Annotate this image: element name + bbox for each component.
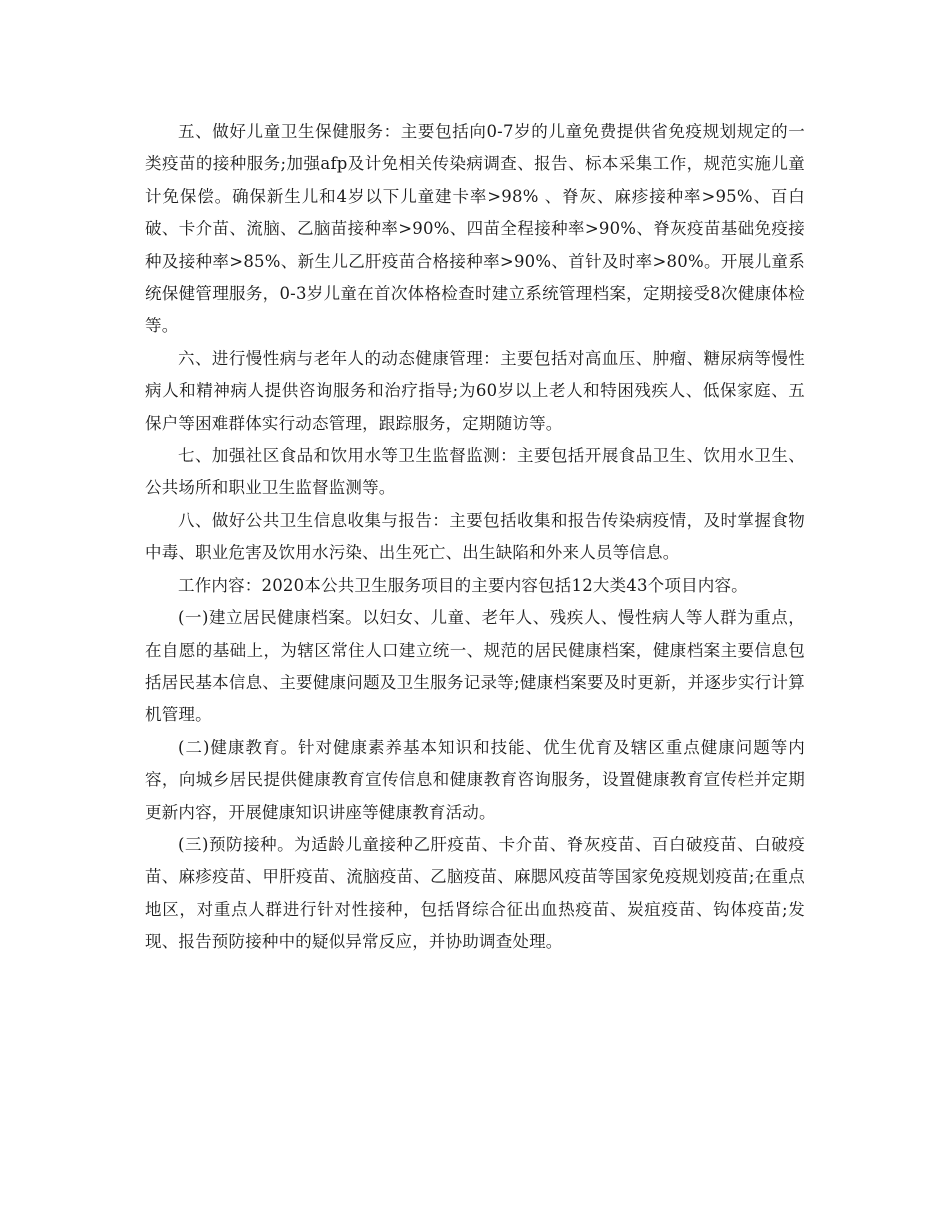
document-body: [145, 116, 805, 959]
paragraph-food-water-supervision: 七、加强社区食品和饮用水等卫生监督监测：主要包括开展食品卫生、饮用水卫生、公共场所和职业卫生监督监测等。: [145, 446, 805, 498]
paragraph-chronic-disease-management: 六、进行慢性病与老年人的动态健康管理：主要包括对高血压、肿瘤、糖尿病等慢性病人和精神病人提供咨询服务和治疗指导;为60岁以上老人和特困残疾人、低保家庭、五保户等困难群体实行动态管理，跟踪服务，定期随访等。: [145, 348, 805, 433]
paragraph-public-health-information: 八、做好公共卫生信息收集与报告：主要包括收集和报告传染病疫情，及时掌握食物中毒、职业危害及饮用水污染、出生死亡、出生缺陷和外来人员等信息。: [145, 510, 805, 563]
paragraph-child-health-services: 五、做好儿童卫生保健服务：主要包括向0-7岁的儿童免费提供省免疫规划规定的一类疫苗的接种服务;加强afp及计免相关传染病调查、报告、标本采集工作，规范实施儿童计免保偿。确保新生儿和4岁以下儿童建卡率>98% 、脊灰、麻疹接种率>95%、百白破、卡介苗、流脑、乙脑苗接种率>90%、四苗全程接种率>90%、脊灰疫苗基础免疫接种及接种率>85%、新生儿乙肝疫苗合格接种率>90%、首针及时率>80%。开展儿童系统保健管理服务，0-3岁儿童在首次体格检查时建立系统管理档案，定期接受8次健康体检等。: [145, 122, 805, 336]
paragraph-vaccination: (三)预防接种。为适龄儿童接种乙肝疫苗、卡介苗、脊灰疫苗、百白破疫苗、白破疫苗、麻疹疫苗、甲肝疫苗、流脑疫苗、乙脑疫苗、麻腮风疫苗等国家免疫规划疫苗;在重点地区，对重点人群进行针对性接种，包括肾综合征出血热疫苗、炭疽疫苗、钩体疫苗;发现、报告预防接种中的疑似异常反应，并协助调查处理。: [145, 834, 805, 952]
paragraph-work-content: 工作内容：2020本公共卫生服务项目的主要内容包括12大类43个项目内容。: [178, 575, 748, 595]
paragraph-health-education: (二)健康教育。针对健康素养基本知识和技能、优生优育及辖区重点健康问题等内容，向城乡居民提供健康教育宣传信息和健康教育咨询服务，设置健康教育宣传栏并定期更新内容，开展健康知识讲座等健康教育活动。: [145, 737, 805, 822]
paragraph-health-records: (一)建立居民健康档案。以妇女、儿童、老年人、残疾人、慢性病人等人群为重点，在自愿的基础上，为辖区常住人口建立统一、规范的居民健康档案，健康档案主要信息包括居民基本信息、主要健康问题及卫生服务记录等;健康档案要及时更新，并逐步实行计算机管理。: [145, 608, 805, 725]
